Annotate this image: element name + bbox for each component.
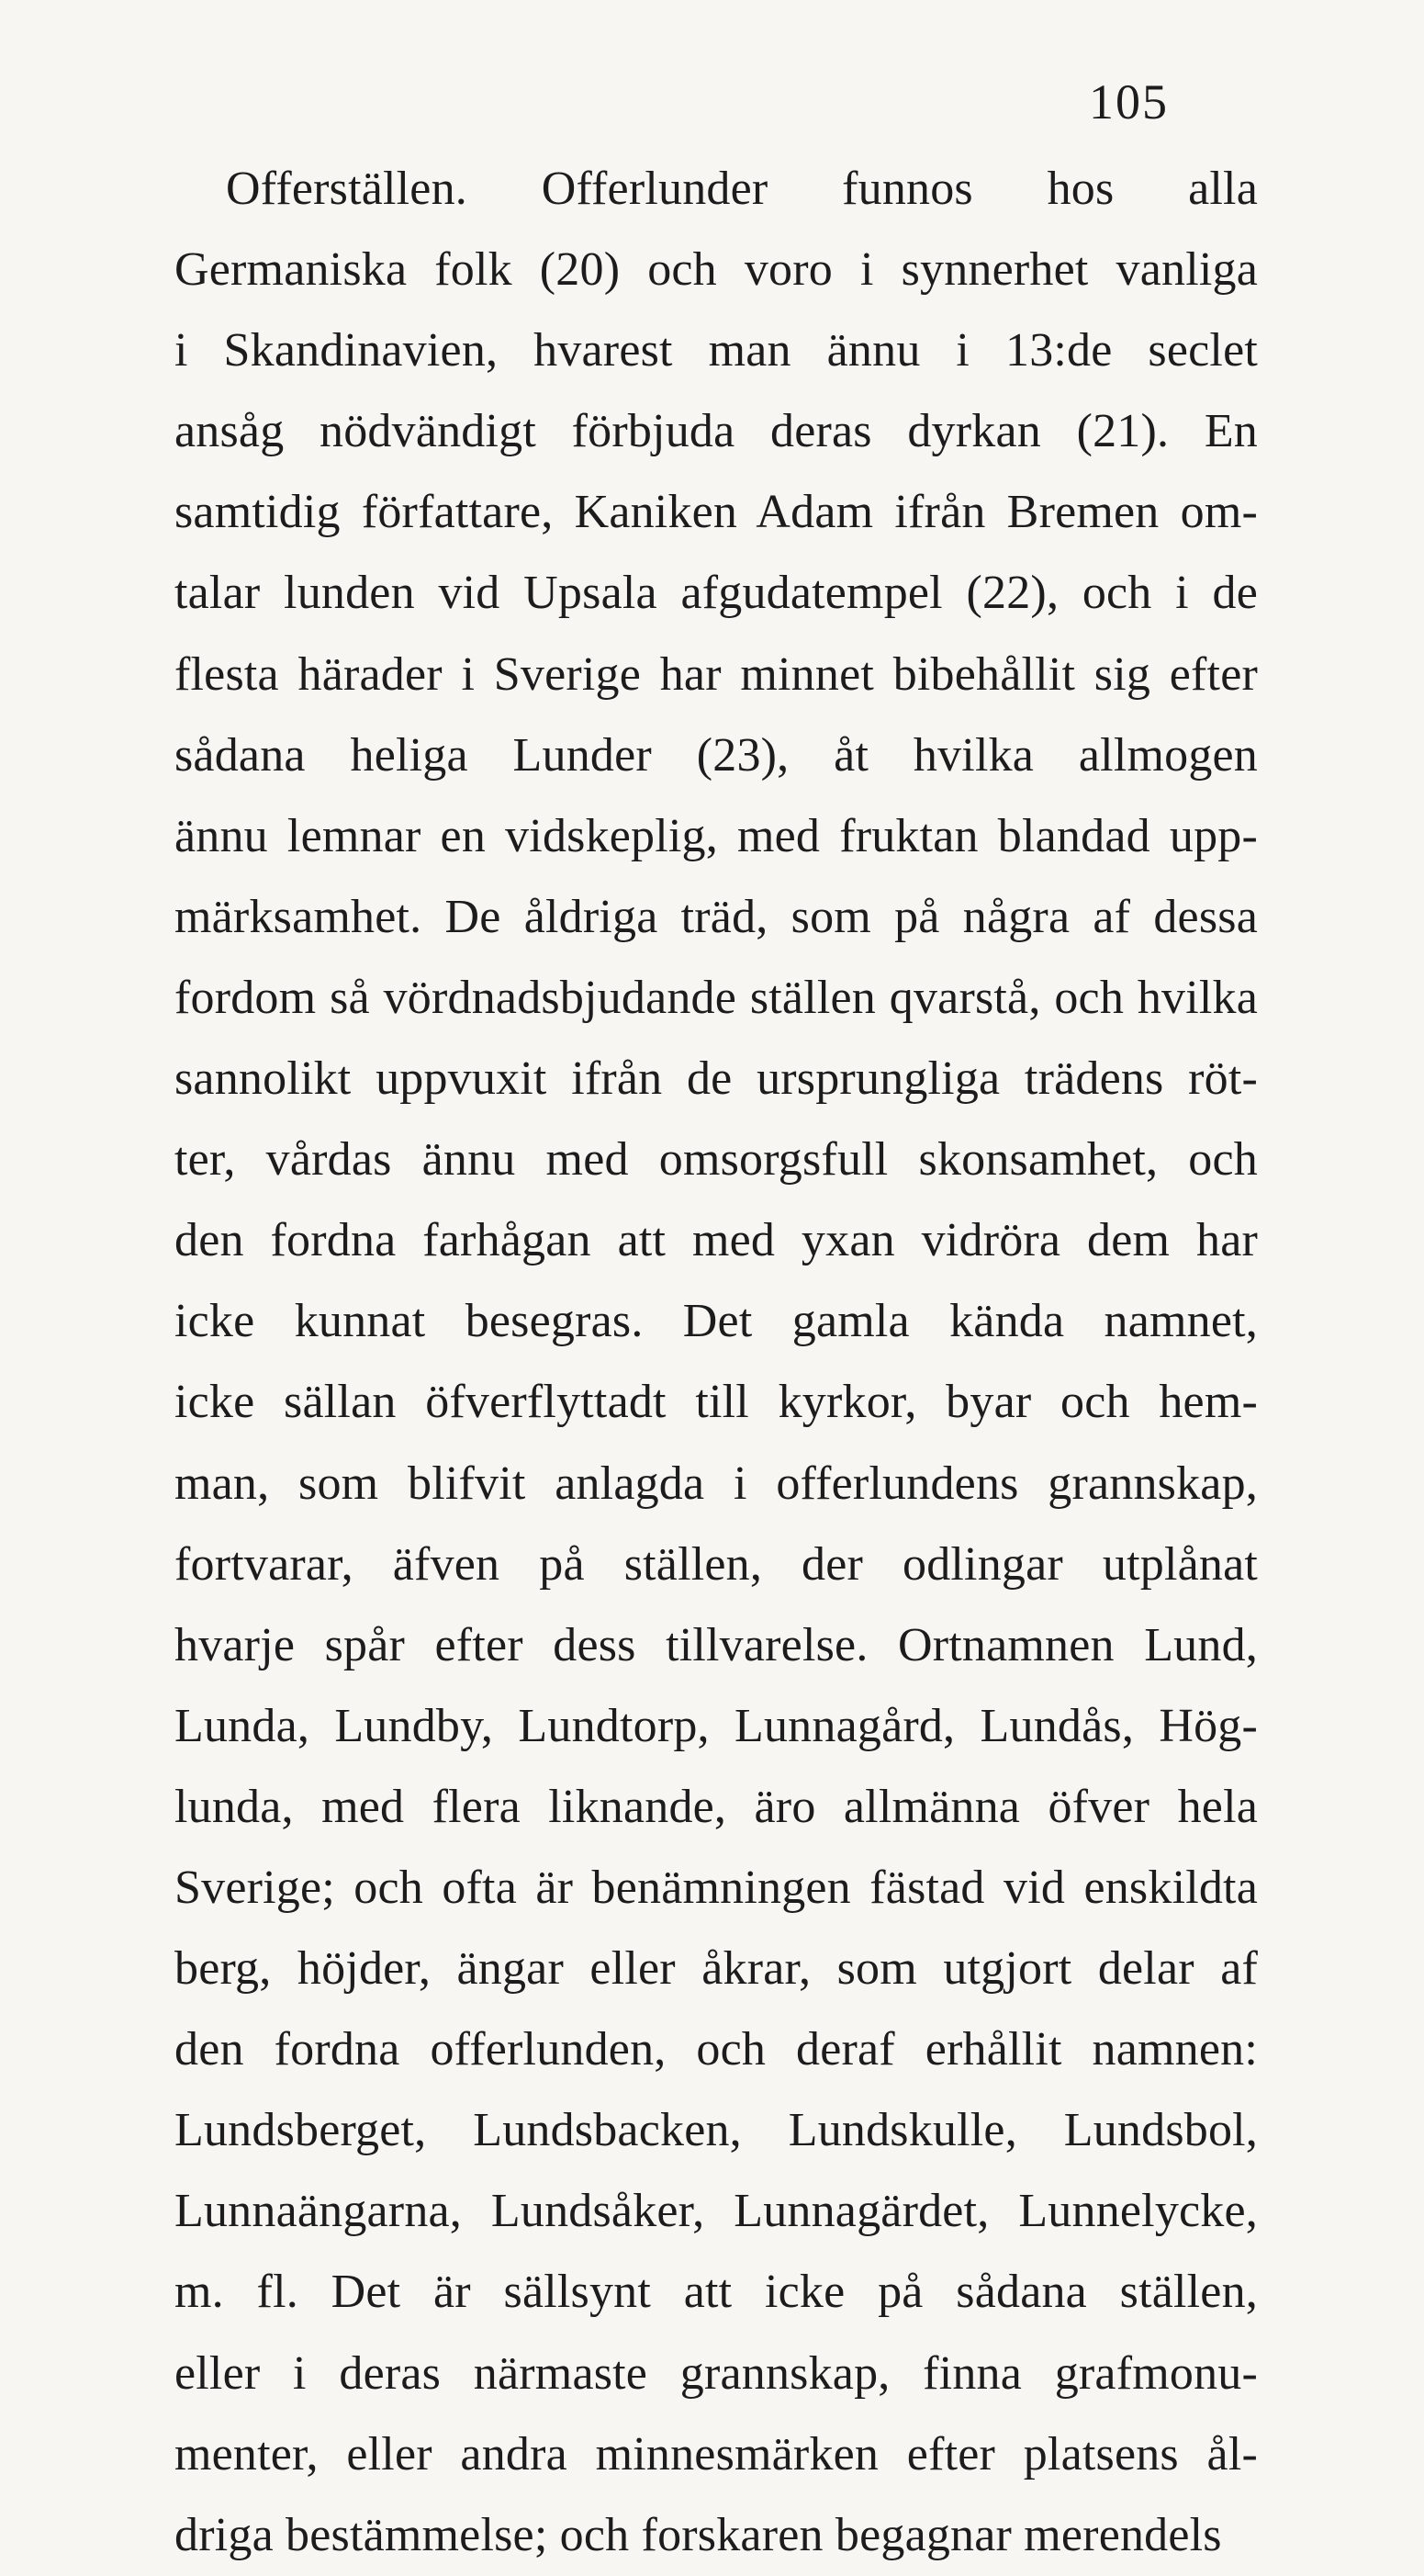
text-line-11: fordom så vördnadsbjudande ställen qvarstå, och hvilka	[174, 971, 1258, 1024]
text-line-24: den fordna offerlunden, och deraf erhållit namnen:	[174, 2023, 1258, 2076]
text-line-18: fortvarar, äfven på ställen, der odlingar utplånat	[174, 1537, 1258, 1591]
text-line-20: Lunda, Lundby, Lundtorp, Lunnagård, Lundås, Hög-	[174, 1699, 1258, 1752]
text-line-13: ter, vårdas ännu med omsorgsfull skonsamhet, och	[174, 1133, 1258, 1187]
text-line-19: hvarje spår efter dess tillvarelse. Ortnamnen Lund,	[174, 1618, 1258, 1671]
text-line-29: menter, eller andra minnesmärken efter platsens ål-	[174, 2427, 1258, 2480]
text-line-25: Lundsberget, Lundsbacken, Lundskulle, Lundsbol,	[174, 2104, 1258, 2157]
text-line-26: Lunnaängarna, Lundsåker, Lunnagärdet, Lunnelycke,	[174, 2185, 1258, 2238]
text-line-30: driga bestämmelse; och forskaren begagnar merendels	[174, 2508, 1222, 2561]
text-line-4: ansåg nödvändigt förbjuda deras dyrkan (21). En	[174, 405, 1258, 458]
text-line-22: Sverige; och ofta är benämningen fästad vid enskildta	[174, 1861, 1258, 1914]
page-number: 105	[1089, 74, 1169, 129]
text-line-6: talar lunden vid Upsala afgudatempel (22), och i de	[174, 567, 1258, 620]
text-line-7: flesta härader i Sverige har minnet bibehållit sig efter	[174, 647, 1258, 701]
text-line-16: icke sällan öfverflyttadt till kyrkor, byar och hem-	[174, 1376, 1258, 1429]
text-line-3: i Skandinavien, hvarest man ännu i 13:de seclet	[174, 324, 1258, 377]
text-line-8: sådana heliga Lunder (23), åt hvilka allmogen	[174, 728, 1258, 782]
text-line-1: Offerställen. Offerlunder funnos hos alla	[226, 163, 1258, 215]
text-line-5: samtidig författare, Kaniken Adam ifrån Bremen om-	[174, 486, 1258, 539]
text-line-21: lunda, med flera liknande, äro allmänna öfver hela	[174, 1780, 1258, 1833]
text-line-17: man, som blifvit anlagda i offerlundens grannskap,	[174, 1457, 1258, 1510]
text-line-10: märksamhet. De åldriga träd, som på några af dessa	[174, 890, 1258, 943]
text-line-14: den fordna farhågan att med yxan vidröra dem har	[174, 1214, 1258, 1267]
text-line-15: icke kunnat besegras. Det gamla kända namnet,	[174, 1295, 1258, 1348]
text-line-28: eller i deras närmaste grannskap, finna grafmonu-	[174, 2346, 1258, 2400]
body-text	[174, 149, 1258, 2576]
text-line-12: sannolikt uppvuxit ifrån de ursprungliga trädens röt-	[174, 1052, 1258, 1106]
text-line-9: ännu lemnar en vidskeplig, med fruktan blandad upp-	[174, 809, 1258, 862]
text-line-2: Germaniska folk (20) och voro i synnerhet vanliga	[174, 243, 1258, 297]
text-line-27: m. fl. Det är sällsynt att icke på sådana ställen,	[174, 2266, 1258, 2319]
text-line-23: berg, höjder, ängar eller åkrar, som utgjort delar af	[174, 1942, 1258, 1996]
